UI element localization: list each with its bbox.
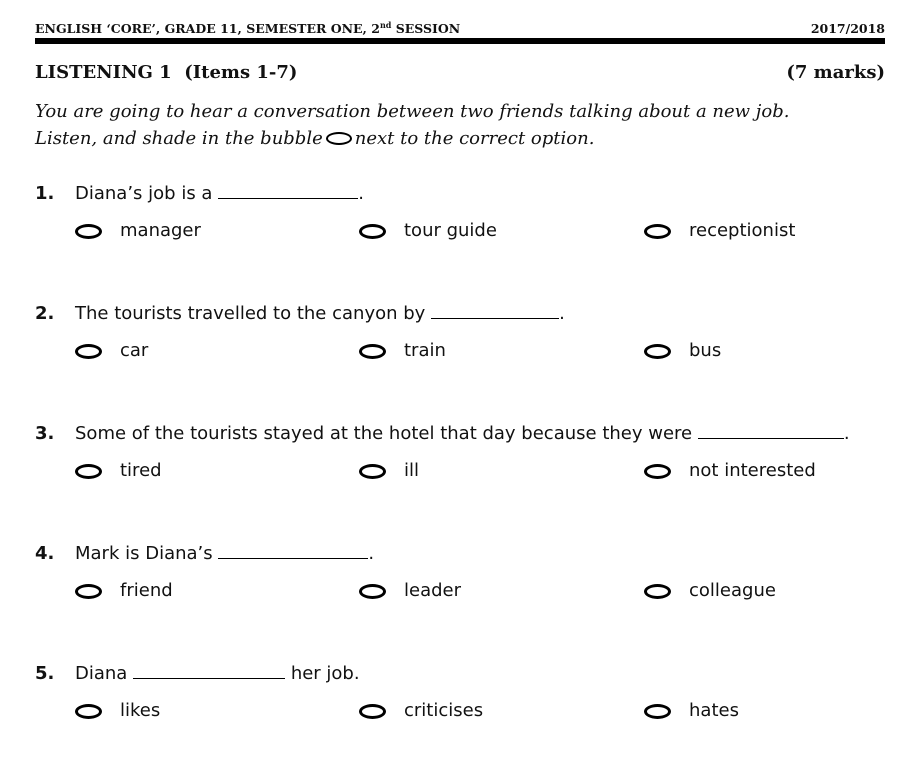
option-2a[interactable]	[75, 339, 148, 363]
question-number: 1.	[35, 183, 55, 204]
section-marks: (7 marks)	[786, 62, 885, 83]
question-text-before: Mark is Diana’s	[75, 543, 213, 564]
option-5c[interactable]	[644, 699, 739, 723]
ordinal-suffix: nd	[379, 20, 392, 30]
question-text-after: .	[559, 303, 565, 324]
bubble-icon[interactable]	[75, 464, 102, 479]
bubble-icon[interactable]	[359, 464, 386, 479]
bubble-icon	[326, 132, 352, 145]
academic-year: 2017/2018	[810, 21, 885, 37]
option-label: bus	[689, 340, 722, 361]
option-label: tired	[120, 460, 162, 481]
bubble-icon[interactable]	[75, 344, 102, 359]
page-header	[35, 20, 885, 36]
option-label: train	[404, 340, 446, 361]
option-label: criticises	[404, 700, 484, 721]
question-text-before: Diana	[75, 663, 128, 684]
option-4b[interactable]	[359, 579, 461, 603]
question-text-before: Diana’s job is a	[75, 183, 213, 204]
question-2	[35, 302, 565, 326]
bubble-icon[interactable]	[75, 704, 102, 719]
question-text-after: .	[368, 543, 375, 564]
section-title: LISTENING 1 (Items 1-7)	[35, 62, 298, 83]
option-5a[interactable]	[75, 699, 160, 723]
instructions-line-2	[35, 125, 875, 152]
option-3c[interactable]	[644, 459, 816, 483]
question-text-after: .	[843, 423, 850, 444]
option-label: manager	[120, 220, 201, 241]
instructions	[35, 98, 875, 152]
option-label: hates	[689, 700, 739, 721]
bubble-icon[interactable]	[359, 344, 386, 359]
answer-blank	[218, 544, 368, 559]
instructions-line-2-after: next to the correct option.	[354, 128, 595, 149]
option-5b[interactable]	[359, 699, 483, 723]
option-label: car	[120, 340, 149, 361]
header-rule	[35, 38, 885, 44]
bubble-icon[interactable]	[644, 344, 671, 359]
option-3b[interactable]	[359, 459, 419, 483]
option-label: ill	[404, 460, 420, 481]
option-4c[interactable]	[644, 579, 776, 603]
bubble-icon[interactable]	[644, 584, 671, 599]
answer-blank	[133, 664, 285, 679]
question-number: 4.	[35, 543, 55, 564]
option-label: not interested	[689, 460, 816, 481]
option-label: likes	[120, 700, 161, 721]
option-label: receptionist	[689, 220, 796, 241]
answer-blank	[218, 184, 358, 199]
instructions-line-1: You are going to hear a conversation between two friends talking about a new job.	[35, 101, 790, 122]
option-label: leader	[404, 580, 462, 601]
answer-blank	[431, 304, 559, 319]
question-text-before: Some of the tourists stayed at the hotel that day because they were	[75, 423, 693, 444]
question-text-before: The tourists travelled to the canyon by	[75, 303, 426, 324]
bubble-icon[interactable]	[359, 584, 386, 599]
question-number: 2.	[35, 303, 55, 324]
question-5	[35, 662, 360, 686]
bubble-icon[interactable]	[75, 584, 102, 599]
question-text-after: her job.	[290, 663, 360, 684]
option-label: friend	[120, 580, 173, 601]
question-text-after: .	[358, 183, 364, 204]
option-1a[interactable]	[75, 219, 201, 243]
bubble-icon[interactable]	[644, 224, 671, 239]
option-1b[interactable]	[359, 219, 497, 243]
bubble-icon[interactable]	[644, 464, 671, 479]
bubble-icon[interactable]	[75, 224, 102, 239]
exam-title: ENGLISH ‘CORE’, GRADE 11, SEMESTER ONE, 2nd SESSION	[35, 20, 461, 37]
question-number: 5.	[35, 663, 55, 684]
question-1	[35, 182, 364, 206]
option-1c[interactable]	[644, 219, 795, 243]
section-heading	[35, 62, 885, 83]
question-4	[35, 542, 374, 566]
instructions-line-2-before: Listen, and shade in the bubble	[35, 128, 323, 149]
question-3	[35, 422, 850, 446]
bubble-icon[interactable]	[359, 704, 386, 719]
option-label: colleague	[689, 580, 776, 601]
option-label: tour guide	[404, 220, 497, 241]
bubble-icon[interactable]	[644, 704, 671, 719]
answer-blank	[698, 424, 844, 439]
option-3a[interactable]	[75, 459, 162, 483]
option-2b[interactable]	[359, 339, 446, 363]
question-number: 3.	[35, 423, 55, 444]
option-4a[interactable]	[75, 579, 173, 603]
bubble-icon[interactable]	[359, 224, 386, 239]
option-2c[interactable]	[644, 339, 721, 363]
